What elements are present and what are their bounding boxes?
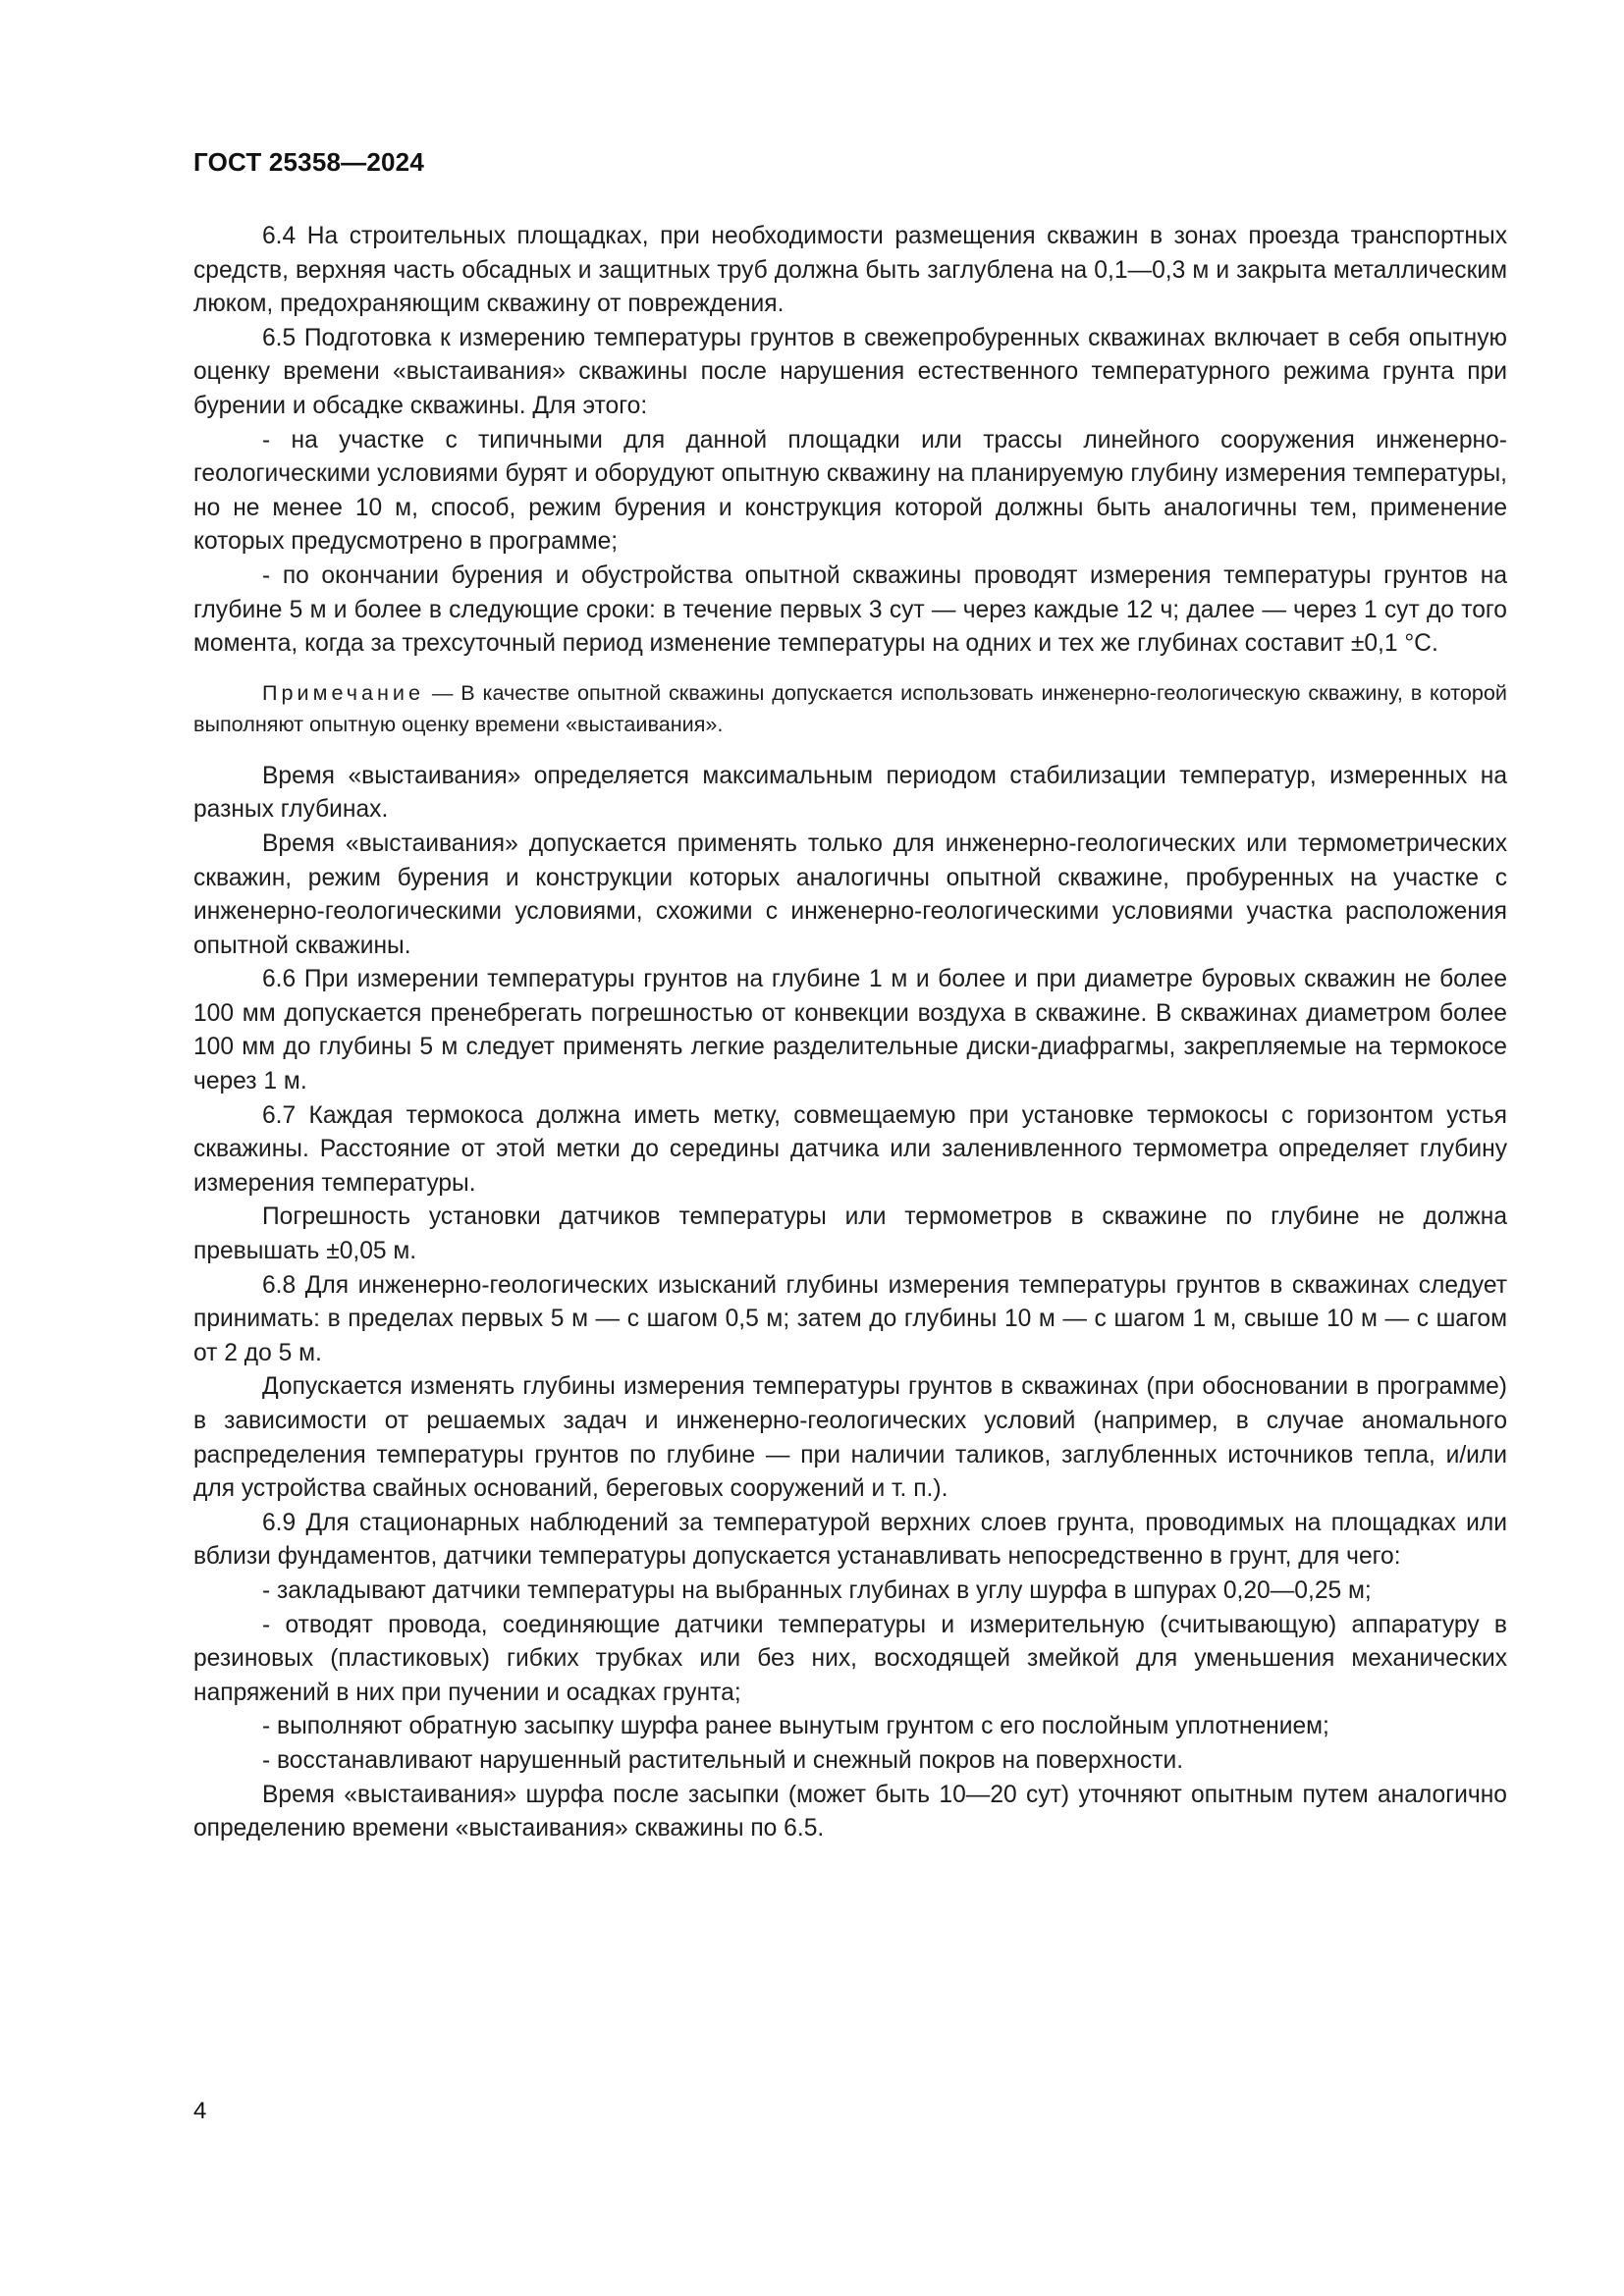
list-item-restore-cover: - восстанавливают нарушенный растительный и снежный покров на поверхности. [262, 1746, 1184, 1774]
note-label: Примечание [262, 679, 424, 705]
page-number: 4 [193, 2098, 207, 2124]
paragraph-6-6: 6.6 При измерении температуры грунтов на глубине 1 м и более и при диаметре буровых скважин не более 100 мм допускается пренебрегать погрешностью от конвекции воздуха в скважине. В скважинах диаметром более 100 мм до глубины 5 м следует применять легкие разделительные диски-диафрагмы, закрепляемые на термокосе через 1 м. [193, 966, 1507, 1095]
paragraph-depth-change: Допускается изменять глубины измерения температуры грунтов в скважинах (при обосновании в программе) в зависимости от решаемых задач и инженерно-геологических условий (например, в случае аномального распределения температуры грунтов по глубине — при наличии таликов, заглубленных источников тепла, и/или для устройства свайных оснований, береговых сооружений и т. п.). [193, 1373, 1507, 1503]
paragraph-6-9: 6.9 Для стационарных наблюдений за температурой верхних слоев грунта, проводимых на площадках или вблизи фундаментов, датчики температуры допускается устанавливать непосредственно в грунт, для чего: [193, 1509, 1507, 1571]
document-body [193, 220, 1507, 1846]
list-item-backfill: - выполняют обратную засыпку шурфа ранее вынутым грунтом с его послойным уплотнением; [262, 1713, 1329, 1740]
paragraph-standing-time-application: Время «выстаивания» допускается применять только для инженерно-геологических или термометрических скважин, режим бурения и конструкции которых аналогичны опытной скважине, пробуренных на участке с инженерно-геологическими условиями, схожими с инженерно-геологическими условиями участка расположения опытной скважины. [193, 829, 1507, 959]
note [193, 677, 1507, 740]
document-header: ГОСТ 25358—2024 [193, 147, 424, 177]
paragraph-sensor-error: Погрешность установки датчиков температуры или термометров в скважине по глубине не должна превышать ±0,05 м. [193, 1203, 1507, 1265]
paragraph-6-7: 6.7 Каждая термокоса должна иметь метку, совмещаемую при установке термокосы с горизонтом устья скважины. Расстояние от этой метки до середины датчика или заленивленного термометра определяет глубину измерения температуры. [193, 1101, 1507, 1197]
paragraph-6-8: 6.8 Для инженерно-геологических изысканий глубины измерения температуры грунтов в скважинах следует принимать: в пределах первых 5 м — с шагом 0,5 м; затем до глубины 10 м — с шагом 1 м, свыше 10 м — с шагом от 2 до 5 м. [193, 1271, 1507, 1366]
list-item-measurement-schedule: - по окончании бурения и обустройства опытной скважины проводят измерения температуры грунтов на глубине 5 м и более в следующие сроки: в течение первых 3 сут — через каждые 12 ч; далее — через 1 сут до того момента, когда за трехсуточный период изменение температуры на одних и тех же глубинах составит ±0,1 °С. [193, 561, 1507, 658]
paragraph-standing-time-definition: Время «выстаивания» определяется максимальным периодом стабилизации температур, измеренных на разных глубинах. [193, 762, 1507, 824]
paragraph-6-5: 6.5 Подготовка к измерению температуры грунтов в свежепробуренных скважинах включает в себя опытную оценку времени «выстаивания» скважины после нарушения естественного температурного режима грунта при бурении и обсадке скважины. Для этого: [193, 324, 1507, 419]
list-item-route-wires: - отводят провода, соединяющие датчики температуры и измерительную (считывающую) аппаратуру в резиновых (пластиковых) гибких трубках или без них, восходящей змейкой для уменьшения механических напряжений в них при пучении и осадках грунта; [193, 1611, 1507, 1706]
list-item-test-well: - на участке с типичными для данной площадки или трассы линейного сооружения инженерно-геологическими условиями бурят и оборудуют опытную скважину на планируемую глубину измерения температуры, но не менее 10 м, способ, режим бурения и конструкция которой должны быть аналогичны тем, применение которых предусмотрено в программе; [193, 426, 1507, 556]
paragraph-pit-standing-time: Время «выстаивания» шурфа после засыпки (может быть 10—20 сут) уточняют опытным путем аналогично определению времени «выстаивания» скважины по 6.5. [193, 1781, 1507, 1842]
note-text: — В качестве опытной скважины допускается использовать инженерно-геологическую скважину, в которой выполняют опытную оценку времени «выстаивания». [193, 679, 1507, 736]
paragraph-6-4: 6.4 На строительных площадках, при необходимости размещения скважин в зонах проезда транспортных средств, верхняя часть обсадных и защитных труб должна быть заглублена на 0,1—0,3 м и закрыта металлическим люком, предохраняющим скважину от повреждения. [193, 223, 1507, 318]
list-item-place-sensors: - закладывают датчики температуры на выбранных глубинах в углу шурфа в шпурах 0,20—0,25 м; [262, 1576, 1372, 1604]
